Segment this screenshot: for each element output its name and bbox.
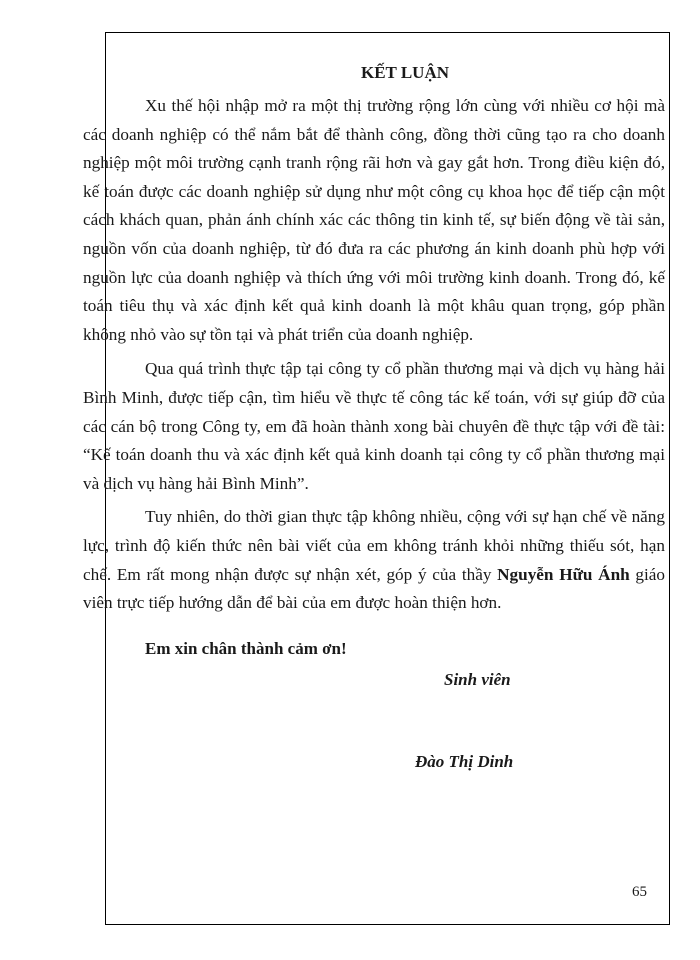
- paragraph-1: [83, 92, 665, 349]
- paragraph-2: [83, 355, 665, 498]
- paragraph-1-text: Xu thế hội nhập mở ra một thị trường rộng lớn cùng với nhiều cơ hội mà các doanh nghiệp có thể nắm bắt để thành công, đồng thời cũng tạo ra cho doanh nghiệp một môi trường cạnh tranh rộng rãi hơn và gay gắt hơn. Trong điều kiện đó, kế toán được các doanh nghiệp sử dụng như một công cụ khoa học để tiếp cận một cách khách quan, phản ánh chính xác các thông tin kinh tế, sự biến động về tài sản, nguồn vốn của doanh nghiệp, từ đó đưa ra các phương án kinh doanh phù hợp với nguồn lực của doanh nghiệp và thích ứng với môi trường kinh doanh. Trong đó, kế toán tiêu thụ và xác định kết quả kinh doanh là một khâu quan trọng, góp phần không nhỏ vào sự tồn tại và phát triển của doanh nghiệp.: [83, 96, 665, 344]
- paragraph-2-text: Qua quá trình thực tập tại công ty cổ phần thương mại và dịch vụ hàng hải Bình Minh, được tiếp cận, tìm hiểu về thực tế công tác kế toán, với sự giúp đỡ của các cán bộ trong Công ty, em đã hoàn thành xong bài chuyên đề thực tập với đề tài: “Kế toán doanh thu và xác định kết quả kinh doanh tại công ty cổ phần thương mại và dịch vụ hàng hải Bình Minh”.: [83, 359, 665, 493]
- page-title: KẾT LUẬN: [360, 63, 449, 82]
- thanks-line: Em xin chân thành cảm ơn!: [145, 638, 347, 658]
- advisor-name: Nguyễn Hữu Ánh: [497, 564, 630, 584]
- paragraph-3: [83, 503, 665, 617]
- signature-name: Đào Thị Dinh: [415, 752, 514, 771]
- document-body: [83, 60, 665, 662]
- signature-role: Sinh viên: [444, 670, 511, 689]
- page-number: 65: [632, 884, 647, 900]
- paragraph-3-text-before: Tuy nhiên, do thời gian thực tập không nhiều, cộng với sự hạn chế về năng lực, trình độ kiến thức nên bài viết của em không tránh khỏi những thiếu sót, hạn chế. Em rất mong nhận được sự nhận xét, góp ý của thầy: [83, 507, 665, 584]
- paragraph-3-text-after: giáo viên trực tiếp hướng dẫn để bài của em được hoàn thiện hơn.: [83, 564, 665, 613]
